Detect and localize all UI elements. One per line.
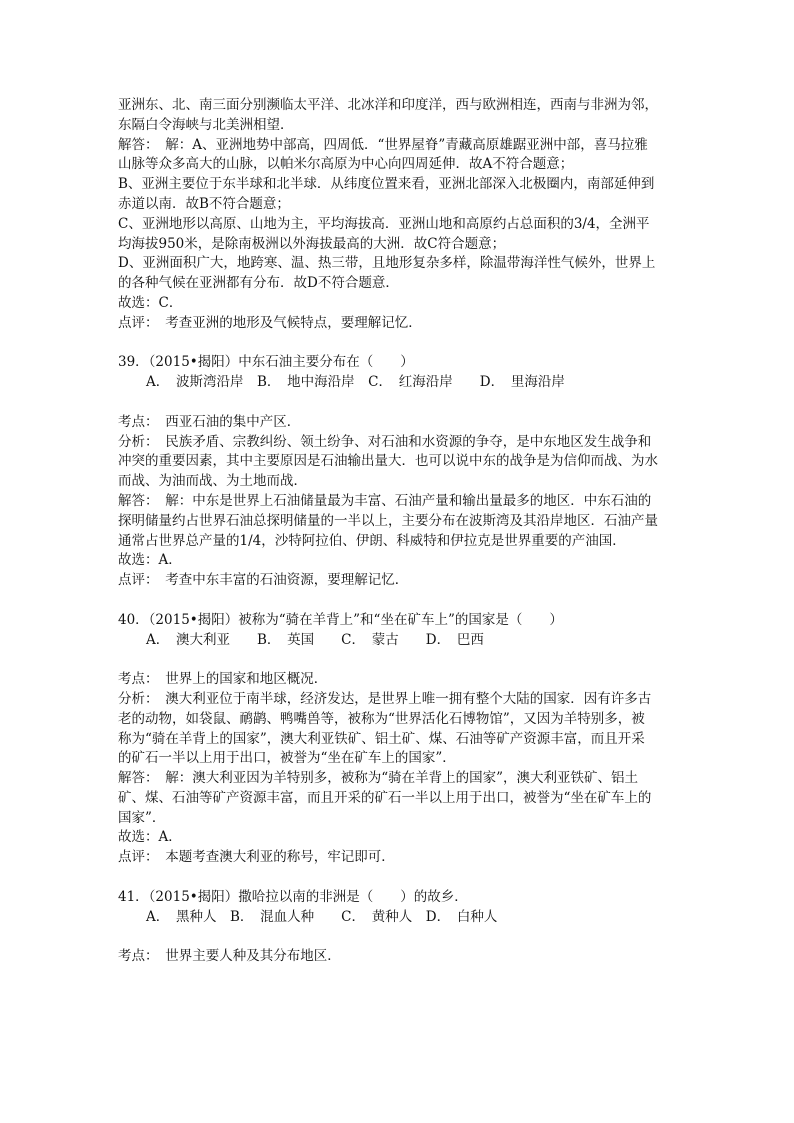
text-line: 称为“骑在羊背上的国家”，澳大利亚铁矿、铝土矿、煤、石油等矿产资源丰富，而且开采 [118, 730, 645, 747]
question-stem: 41．（2015•揭阳）撒哈拉以南的非洲是（ ）的故乡． [118, 888, 468, 905]
text-line: 通常占世界总产量的1/4，沙特阿拉伯、伊朗、科威特和伊拉克是世界重要的产油国． [118, 532, 626, 549]
text-line: 解答： 解：澳大利亚因为羊特别多，被称为“骑在羊背上的国家”，澳大利亚铁矿、铝土 [118, 770, 639, 787]
text-line: 老的动物，如袋鼠、鸸鹋、鸭嘴兽等，被称为“世界活化石博物馆”，又因为羊特别多，被 [118, 710, 645, 727]
text-line: B、亚洲主要位于东半球和北半球．从纬度位置来看，亚洲北部深入北极圈内，南部延伸到 [118, 176, 655, 193]
comment: 点评： 本题考查澳大利亚的称号，牢记即可． [118, 849, 395, 866]
prev-answer [118, 136, 678, 294]
text-line: 分析： 澳大利亚位于南半球，经济发达，是世界上唯一拥有整个大陆的国家．因有许多古 [118, 690, 652, 707]
spacer [118, 393, 678, 413]
text-line: 山脉等众多高大的山脉，以帕米尔高原为中心向四周延伸．故A不符合题意； [118, 156, 574, 173]
question-stem: 40．（2015•揭阳）被称为“骑在羊背上”和“坐在矿车上”的国家是（ ） [118, 611, 563, 628]
text-line: C、亚洲地形以高原、山地为主，平均海拔高．亚洲山地和高原约占总面积的3/4，全洲平 [118, 215, 650, 232]
text-line: 的矿石一半以上用于出口，被誉为“坐在矿车上的国家”． [118, 750, 456, 767]
spacer [118, 927, 678, 947]
answer-choice: 故选：A． [118, 552, 182, 569]
question-stem: 39．（2015•揭阳）中东石油主要分布在（ ） [118, 354, 414, 371]
answer-choice: 故选：A． [118, 829, 182, 846]
text-line: 解答： 解：中东是世界上石油储量最为丰富、石油产量和输出量最多的地区．中东石油的 [118, 492, 652, 509]
exam-point: 考点： 世界上的国家和地区概况． [118, 671, 328, 688]
text-line: 矿、煤、石油等矿产资源丰富，而且开采的矿石一半以上用于出口，被誉为“坐在矿车上的 [118, 789, 652, 806]
text-line: 冲突的重要因素，其中主要原因是石油输出量大．也可以说中东的战争是为信仰而战、为水 [118, 453, 658, 470]
exam-point: 考点： 西亚石油的集中产区． [118, 413, 301, 430]
spacer [118, 334, 678, 354]
question-41 [118, 888, 678, 967]
spacer [118, 650, 678, 670]
question-options: A． 黑种人 B． 混血人种 C． 黄种人 D． 白种人 [146, 908, 498, 925]
text-line: 赤道以南．故B不符合题意； [118, 195, 290, 212]
question-options: A． 波斯湾沿岸 B． 地中海沿岸 C． 红海沿岸 D． 里海沿岸 [146, 374, 565, 391]
text-line: 国家”． [118, 809, 166, 826]
text-line: 分析： 民族矛盾、宗教纠纷、领土纷争、对石油和水资源的争夺，是中东地区发生战争和 [118, 433, 652, 450]
question-40 [118, 611, 678, 868]
spacer [118, 591, 678, 611]
prev-analysis-tail [118, 96, 678, 136]
text-line: 东隔白令海峡与北美洲相望． [118, 116, 294, 133]
text-line: D、亚洲面积广大，地跨寒、温、热三带，且地形复杂多样，除温带海洋性气候外，世界上 [118, 255, 656, 272]
text-line: 亚洲东、北、南三面分别濒临太平洋、北冰洋和印度洋，西与欧洲相连，西南与非洲为邻， [118, 97, 658, 113]
text-line: 而战、为油而战、为土地而战． [118, 473, 307, 490]
spacer [118, 868, 678, 888]
text-line: 的各种气候在亚洲都有分布．故D不符合题意． [118, 275, 399, 292]
text-line: 均海拔950米，是除南极洲以外海拔最高的大洲．故C符合题意； [118, 235, 506, 252]
answer-choice: 故选：C． [118, 294, 183, 311]
exam-point: 考点： 世界主要人种及其分布地区． [118, 948, 341, 965]
comment: 点评： 考查中东丰富的石油资源，要理解记忆． [118, 572, 409, 589]
question-options: A． 澳大利亚 B． 英国 C． 蒙古 D． 巴西 [146, 631, 484, 648]
text-line: 探明储量约占世界石油总探明储量的一半以上，主要分布在波斯湾及其沿岸地区．石油产量 [118, 512, 658, 529]
comment: 点评： 考查亚洲的地形及气候特点，要理解记忆． [118, 314, 422, 331]
document-page [118, 96, 678, 967]
question-39 [118, 353, 678, 591]
text-line: 解答： 解：A、亚洲地势中部高，四周低．“世界屋脊”青藏高原雄踞亚洲中部，喜马拉雅 [118, 136, 648, 153]
